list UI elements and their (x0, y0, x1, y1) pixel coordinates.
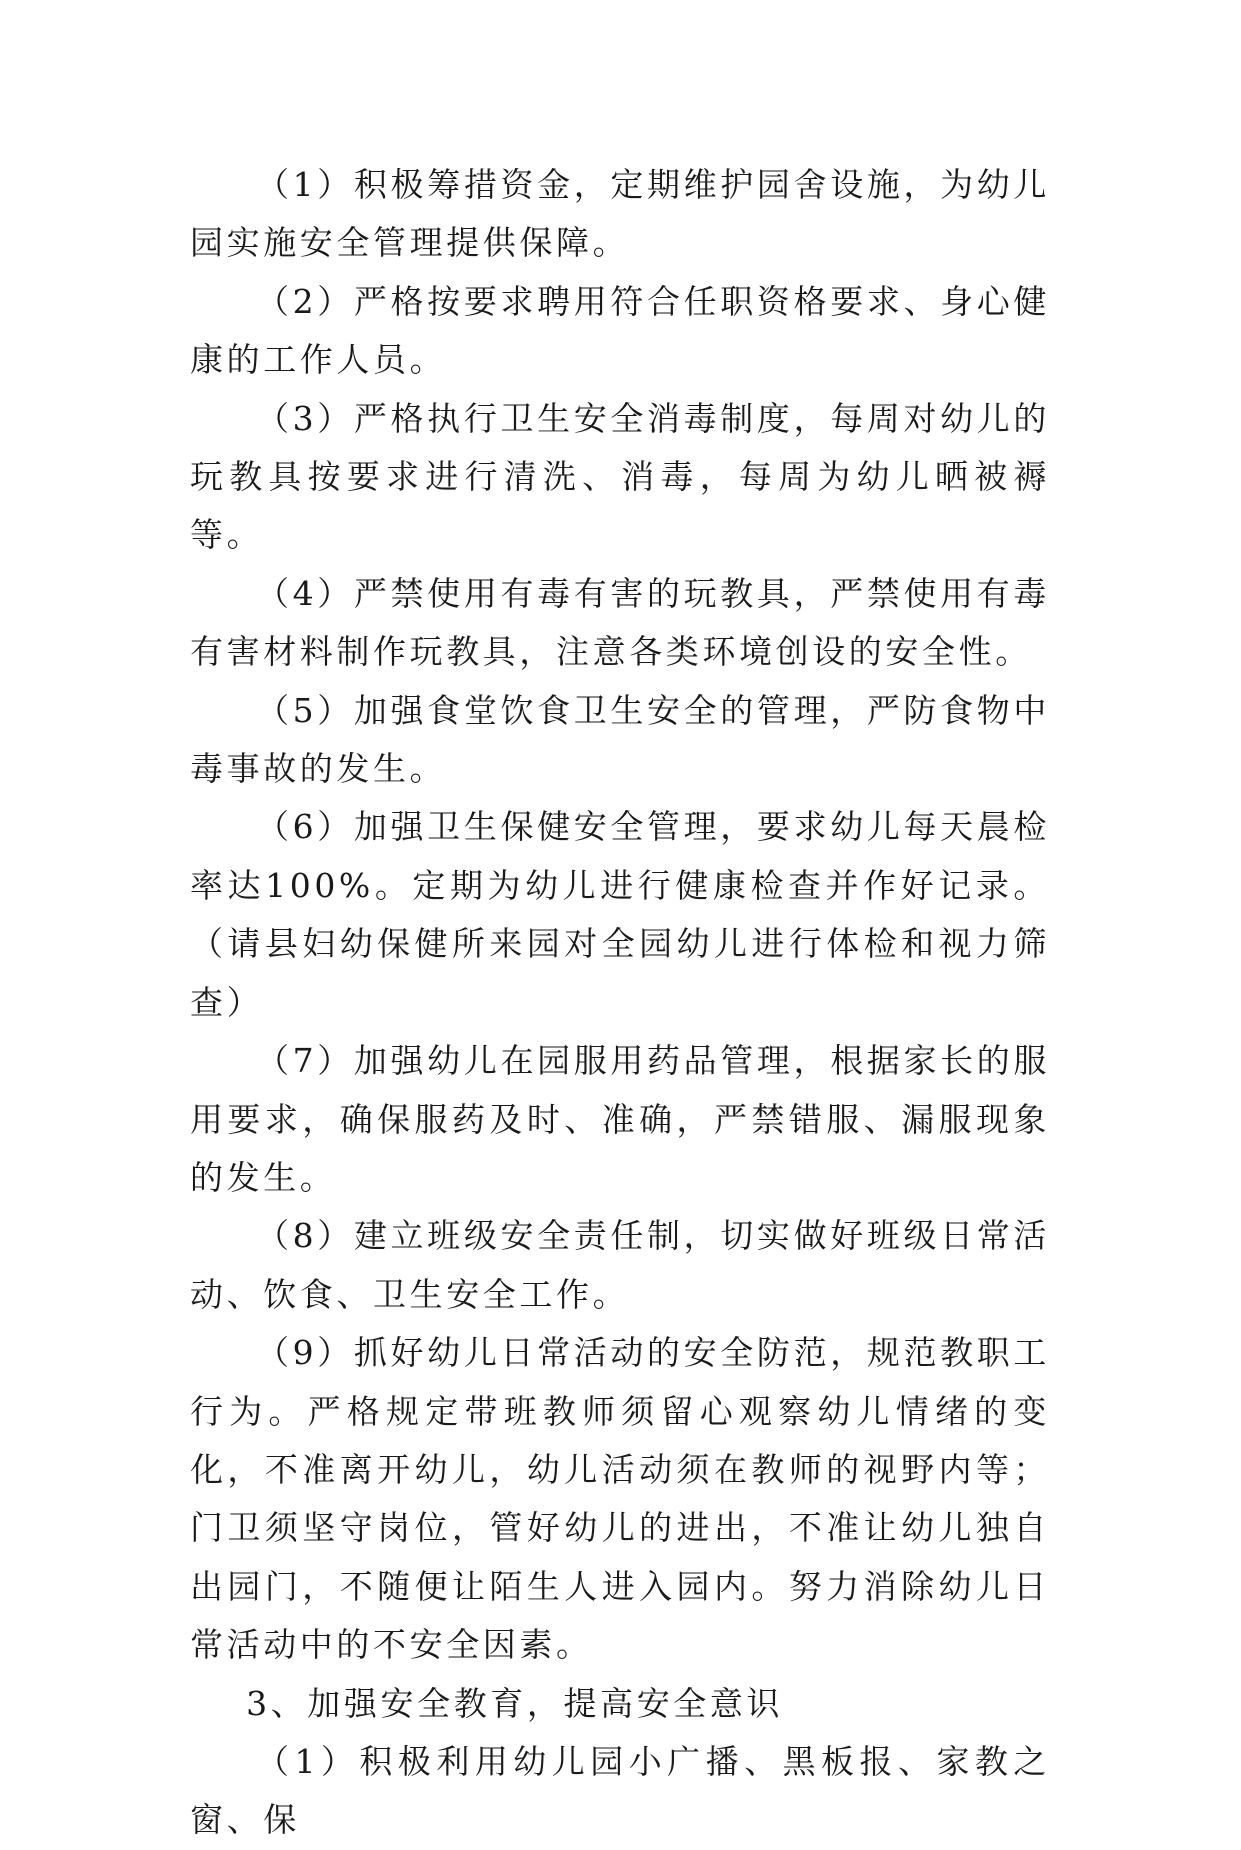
paragraph-item-7: （7）加强幼儿在园服用药品管理，根据家长的服用要求，确保服药及时、准确，严禁错服、漏服现象的发生。 (190, 1041, 1050, 1197)
section-heading-3: 3、加强安全教育，提高安全意识 (246, 1683, 784, 1723)
paragraph-item-6: （6）加强卫生保健安全管理，要求幼儿每天晨检率达100%。定期为幼儿进行健康检查并作好记录。（请县妇幼保健所来园对全园幼儿进行体检和视力筛查） (190, 807, 1050, 1022)
paragraph-item-4: （4）严禁使用有毒有害的玩教具，严禁使用有毒有害材料制作玩教具，注意各类环境创设的安全性。 (190, 573, 1050, 672)
paragraph-item-9: （9）抓好幼儿日常活动的安全防范，规范教职工行为。严格规定带班教师须留心观察幼儿情绪的变化，不准离开幼儿，幼儿活动须在教师的视野内等；门卫须坚守岗位，管好幼儿的进出，不准让幼儿独自出园门，不随便让陌生人进入园内。努力消除幼儿日常活动中的不安全因素。 (190, 1333, 1050, 1665)
document-body (190, 156, 1050, 1850)
paragraph-item-2: （2）严格按要求聘用符合任职资格要求、身心健康的工作人员。 (190, 281, 1050, 380)
paragraph-item-10: （1）积极利用幼儿园小广播、黑板报、家教之窗、保 (190, 1741, 1050, 1840)
paragraph-item-8: （8）建立班级安全责任制，切实做好班级日常活动、饮食、卫生安全工作。 (190, 1216, 1050, 1314)
paragraph-item-5: （5）加强食堂饮食卫生安全的管理，严防食物中毒事故的发生。 (190, 690, 1050, 789)
paragraph-item-1: （1）积极筹措资金，定期维护园舍设施，为幼儿园实施安全管理提供保障。 (190, 165, 1050, 263)
paragraph-item-3: （3）严格执行卫生安全消毒制度，每周对幼儿的玩教具按要求进行清洗、消毒，每周为幼儿晒被褥等。 (190, 398, 1050, 555)
